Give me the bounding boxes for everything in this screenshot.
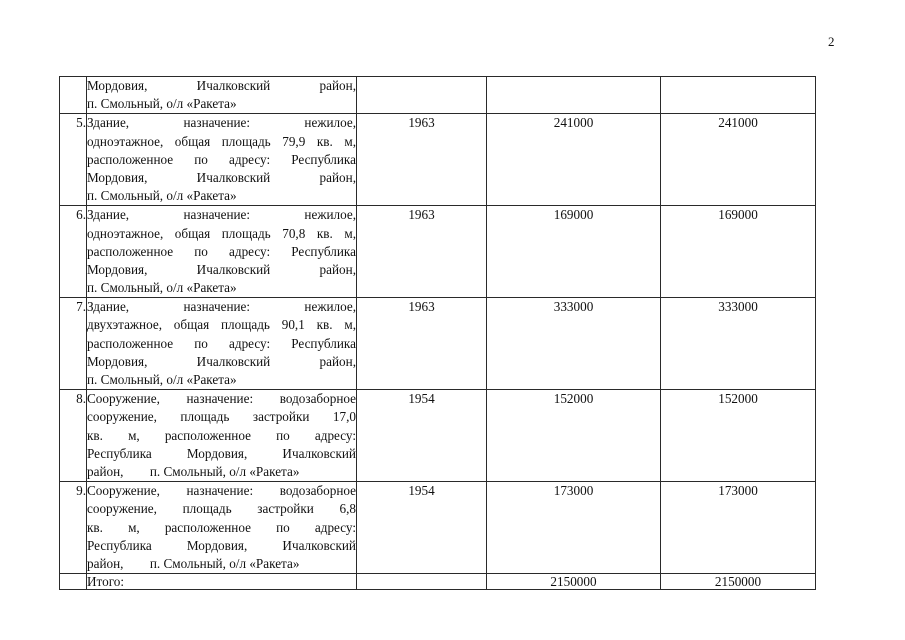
year-cell: 1963 bbox=[357, 206, 487, 298]
value-cell bbox=[661, 77, 816, 114]
row-number: 8. bbox=[60, 390, 87, 482]
description-line: Сооружение, назначение: водозаборное bbox=[87, 391, 356, 407]
property-description bbox=[87, 77, 357, 114]
description-line: сооружение, площадь застройки 17,0 bbox=[87, 409, 356, 425]
total-number-cell bbox=[60, 574, 87, 590]
description-line: одноэтажное, общая площадь 70,8 кв. м, bbox=[87, 225, 356, 241]
description-line: Здание, назначение: нежилое, bbox=[87, 299, 356, 315]
description-line: Республика Мордовия, Ичалковский bbox=[87, 445, 356, 461]
property-description bbox=[87, 114, 357, 206]
year-cell: 1963 bbox=[357, 114, 487, 206]
property-description bbox=[87, 206, 357, 298]
table-row bbox=[60, 114, 816, 206]
description-line: Сооружение, назначение: водозаборное bbox=[87, 483, 356, 499]
total-value-cell: 2150000 bbox=[661, 574, 816, 590]
table-row bbox=[60, 482, 816, 574]
description-line: сооружение, площадь застройки 6,8 bbox=[87, 501, 356, 517]
description-line: расположенное по адресу: Республика bbox=[87, 335, 356, 351]
table-row bbox=[60, 390, 816, 482]
description-line: Мордовия, Ичалковский район, bbox=[87, 261, 356, 277]
table-row bbox=[60, 206, 816, 298]
row-number: 9. bbox=[60, 482, 87, 574]
property-description bbox=[87, 482, 357, 574]
description-line: кв. м, расположенное по адресу: bbox=[87, 427, 356, 443]
description-line: расположенное по адресу: Республика bbox=[87, 243, 356, 259]
year-cell bbox=[357, 77, 487, 114]
value-cell: 333000 bbox=[661, 298, 816, 390]
page-number: 2 bbox=[828, 34, 835, 49]
description-line: Здание, назначение: нежилое, bbox=[87, 115, 356, 131]
description-line: п. Смольный, о/л «Ракета» bbox=[87, 372, 237, 387]
year-cell: 1963 bbox=[357, 298, 487, 390]
year-cell: 1954 bbox=[357, 390, 487, 482]
description-line: п. Смольный, о/л «Ракета» bbox=[87, 96, 237, 112]
description-line: Здание, назначение: нежилое, bbox=[87, 207, 356, 223]
total-year-cell bbox=[357, 574, 487, 590]
table-row bbox=[60, 77, 816, 114]
property-description bbox=[87, 298, 357, 390]
value-cell: 241000 bbox=[661, 114, 816, 206]
year-cell: 1954 bbox=[357, 482, 487, 574]
row-number: 5. bbox=[60, 114, 87, 206]
description-line: одноэтажное, общая площадь 79,9 кв. м, bbox=[87, 133, 356, 149]
description-line: Мордовия, Ичалковский район, bbox=[87, 78, 356, 93]
description-line: Мордовия, Ичалковский район, bbox=[87, 353, 356, 369]
description-line: п. Смольный, о/л «Ракета» bbox=[87, 280, 237, 296]
value-cell: 169000 bbox=[487, 206, 661, 298]
description-line: Республика Мордовия, Ичалковский bbox=[87, 537, 356, 553]
description-line: район, п. Смольный, о/л «Ракета» bbox=[87, 555, 300, 571]
value-cell: 241000 bbox=[487, 114, 661, 206]
property-table bbox=[59, 76, 816, 590]
description-line: двухэтажное, общая площадь 90,1 кв. м, bbox=[87, 317, 356, 333]
description-line: расположенное по адресу: Республика bbox=[87, 151, 356, 167]
description-line: п. Смольный, о/л «Ракета» bbox=[87, 188, 237, 204]
value-cell: 152000 bbox=[487, 390, 661, 482]
value-cell bbox=[487, 77, 661, 114]
total-value-cell: 2150000 bbox=[487, 574, 661, 590]
table-row bbox=[60, 298, 816, 390]
value-cell: 152000 bbox=[661, 390, 816, 482]
description-line: кв. м, расположенное по адресу: bbox=[87, 519, 356, 535]
row-number: 6. bbox=[60, 206, 87, 298]
value-cell: 333000 bbox=[487, 298, 661, 390]
total-row bbox=[60, 574, 816, 590]
value-cell: 169000 bbox=[661, 206, 816, 298]
property-description bbox=[87, 390, 357, 482]
row-number bbox=[60, 77, 87, 114]
description-line: район, п. Смольный, о/л «Ракета» bbox=[87, 463, 300, 479]
value-cell: 173000 bbox=[487, 482, 661, 574]
description-line: Мордовия, Ичалковский район, bbox=[87, 169, 356, 185]
total-label: Итого: bbox=[87, 574, 357, 590]
value-cell: 173000 bbox=[661, 482, 816, 574]
row-number: 7. bbox=[60, 298, 87, 390]
